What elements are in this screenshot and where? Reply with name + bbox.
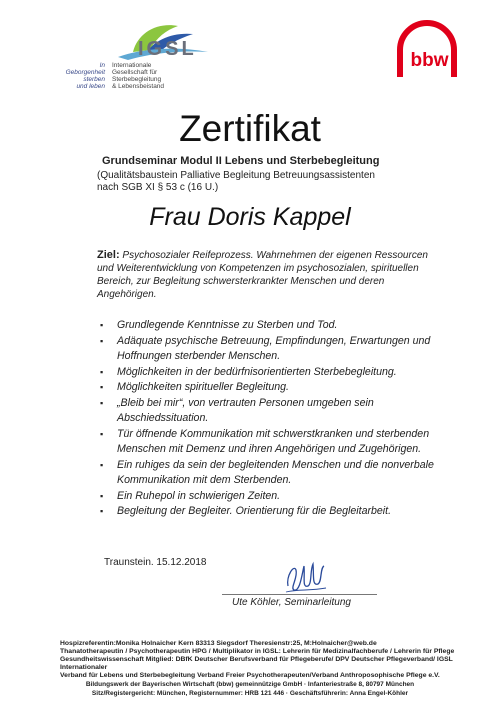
handwritten-signature <box>280 556 330 596</box>
igsl-tagline-right: Internationale Gesellschaft für Sterbebegleitung & Lebensbeistand <box>112 62 165 90</box>
goal-paragraph <box>97 249 442 301</box>
goal-label: Ziel: <box>97 249 120 261</box>
list-item: ▪ Grundlegende Kenntnisse zu Sterben und Tod. <box>100 318 440 334</box>
bbw-wordmark: bbw <box>410 50 449 71</box>
list-item: ▪ Ein ruhiges da sein der begleitenden Menschen und die nonverbale Kommunikation mit dem Sterbenden. <box>100 458 440 489</box>
list-item: ▪ Ein Ruhepol in schwierigen Zeiten. <box>100 489 440 505</box>
list-item: ▪ „Bleib bei mir“, von vertrauten Personen umgeben sein Abschiedssituation. <box>100 396 440 427</box>
place-date: Traunstein. 15.12.2018 <box>104 557 207 568</box>
list-item: ▪ Begleitung der Begleiter. Orientierung für die Begleitarbeit. <box>100 504 440 520</box>
course-detail-line2: nach SGB XI § 53 c (16 U.) <box>97 182 219 193</box>
signatory-name: Ute Köhler, Seminarleitung <box>232 597 351 608</box>
list-item: ▪ Möglichkeiten in der bedürfnisorientierten Sterbebegleitung. <box>100 365 440 381</box>
igsl-wordmark: IGSL <box>138 38 197 60</box>
course-detail-line1: (Qualitätsbaustein Palliative Begleitung Betreuungsassistenten <box>97 170 375 181</box>
referent-details: Hospizreferentin:Monika Holnaicher Kern 83313 Siegsdorf Theresienstr:25, M:Holnaicher@web.de Thanatotherapeutin / Psychotherapeutin HPG / Multiplikator in IGSL: Lehrerin für Medizinalfachberufe / Lehrerin für Pflege Gesundheitswissenschaft Mitglied: DBfK Deutscher Berufsverband für Pflegeberufe/ DPV Deutscher Pflegeverband/ IGSL Internationaler Verband für Lebens und Sterbebegleitung Verband Freier Psychotherapeuten/Verband Anthroposophische Pflege e.V. <box>60 640 455 679</box>
list-item: ▪ Möglichkeiten spiritueller Begleitung. <box>100 380 440 396</box>
participant-name: Frau Doris Kappel <box>149 203 351 231</box>
goal-text: Psychosozialer Reifeprozess. Wahrnehmen der eigenen Ressourcen und Weiterentwicklung von Kompetenzen im psychosozialen, spirituellen Bereich, zur Begleitung schwersterkrankter Menschen und deren Angehörigen. <box>97 250 428 300</box>
organization-footer: Bildungswerk der Bayerischen Wirtschaft (bbw) gemeinnützige GmbH · Infanteriestraße 8, 80797 München Sitz/Registergericht: München, Registernummer: HRB 121 446 · Geschäftsführerin: Anna Engel-Köhler <box>85 681 415 697</box>
certificate-title: Zertifikat <box>179 108 321 149</box>
course-title: Grundseminar Modul II Lebens und Sterbebegleitung <box>102 155 380 167</box>
learning-outcomes-list <box>100 318 440 520</box>
igsl-tagline-left: In Geborgenheit sterben und leben <box>65 62 105 90</box>
list-item: ▪ Tür öffnende Kommunikation mit schwerstkranken und sterbenden Menschen mit Demenz und ihren Angehörigen und Zugehörigen. <box>100 427 440 458</box>
list-item: ▪ Adäquate psychische Betreuung, Empfindungen, Erwartungen und Hoffnungen sterbender Menschen. <box>100 334 440 365</box>
signature-line <box>222 594 377 595</box>
